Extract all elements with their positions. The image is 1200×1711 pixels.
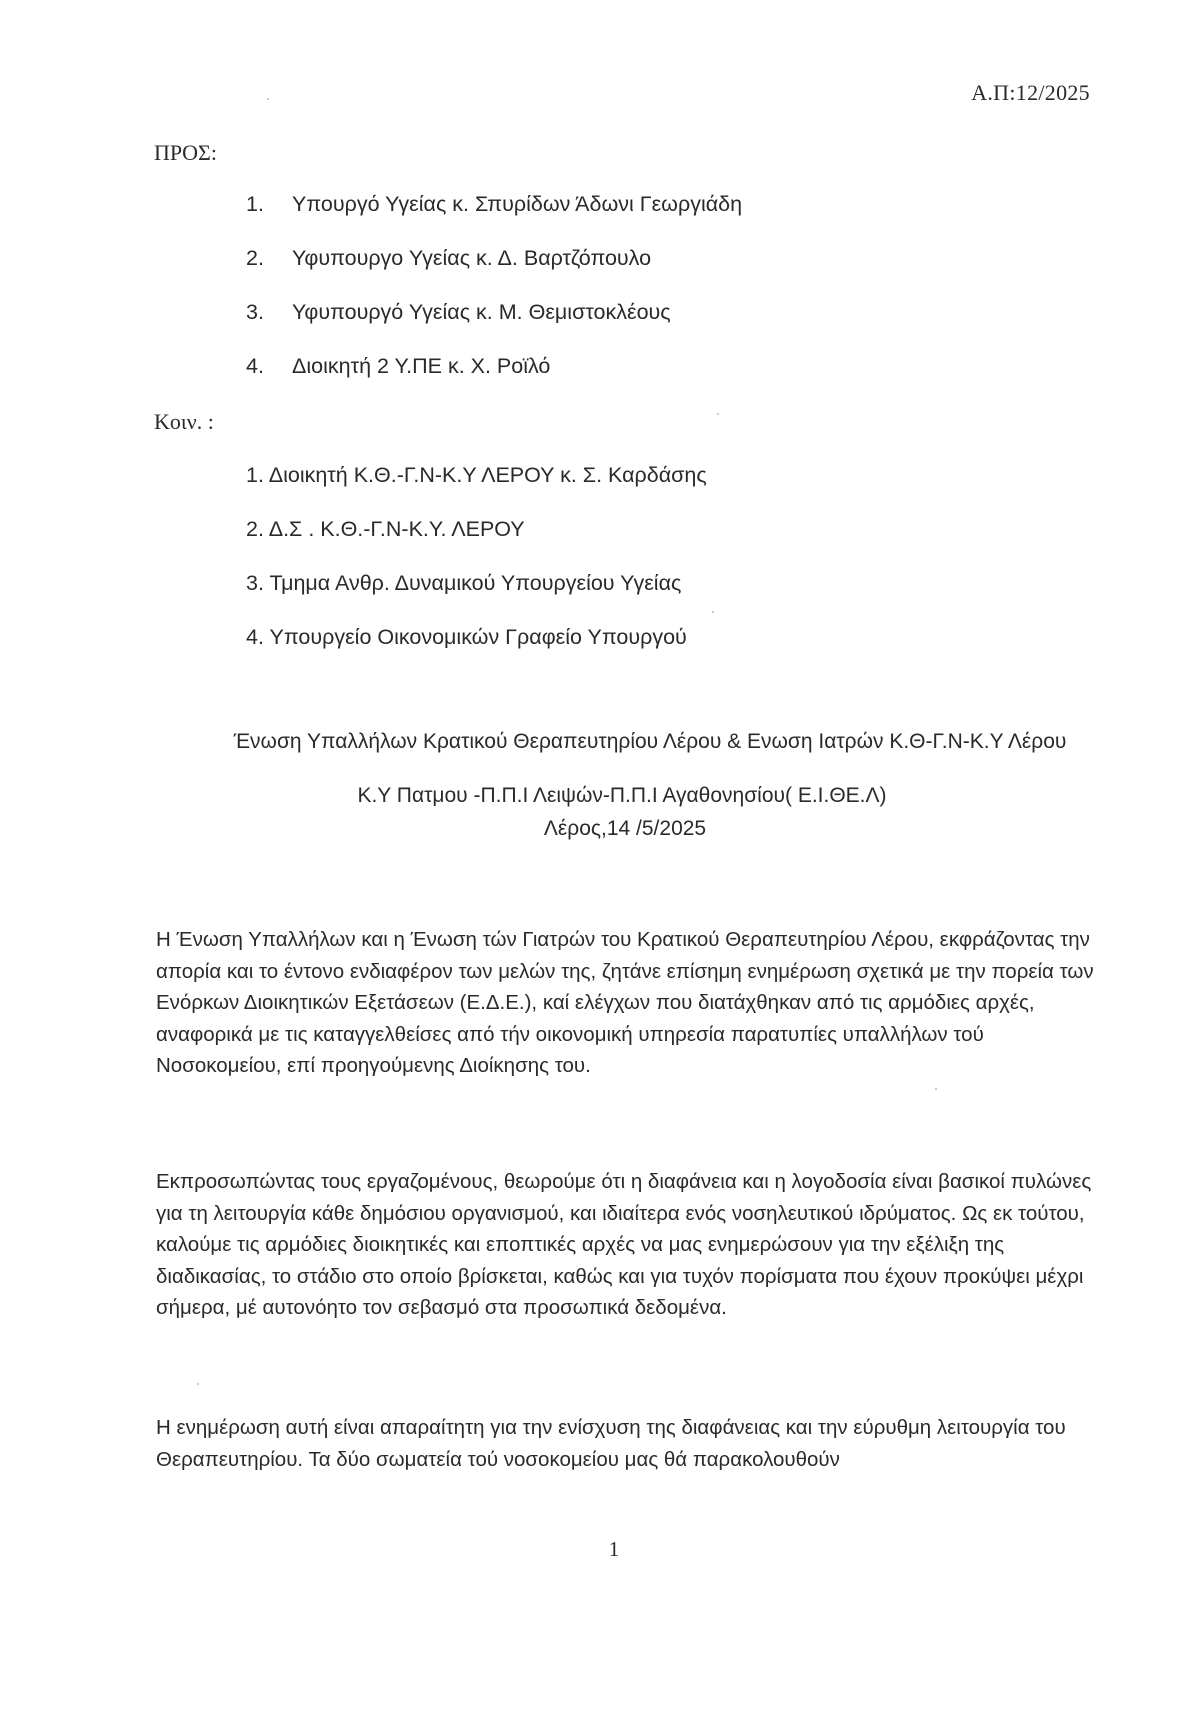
cc-item: 1. Διοικητή Κ.Θ.-Γ.Ν-Κ.Υ ΛΕΡΟΥ κ. Σ. Καρδάσης bbox=[246, 463, 707, 487]
recipient-name: Υπουργό Υγείας κ. Σπυρίδων Άδωνι Γεωργιάδη bbox=[292, 192, 743, 216]
body-paragraph: Εκπροσωπώντας τους εργαζομένους, θεωρούμε ότι η διαφάνεια και η λογοδοσία είναι βασικοί πυλώνες για τη λειτουργία κάθε δημόσιου οργανισμού, και ιδιαίτερα ενός νοσηλευτικού ιδρύματος. Ως εκ τούτου, καλούμε τις αρμόδιες διοικητικές και εποπτικές αρχές να μας ενημερώσουν για την εξέλιξη της διαδικασίας, το στάδιο στο οποίο βρίσκεται, καθώς και για τυχόν πορίσματα που έχουν προκύψει μέχρι σήμερα, μέ αυτονόητο τον σεβασμό στα προσωπικά δεδομένα. bbox=[156, 1170, 1092, 1319]
recipient-number: 4. bbox=[246, 354, 264, 378]
body-paragraph: Η Ένωση Υπαλλήλων και η Ένωση τών Γιατρών του Κρατικού Θεραπευτηρίου Λέρου, εκφράζοντας την απορία και το έντονο ενδιαφέρον των μελών της, ζητάνε επίσημη ενημέρωση σχετικά με την πορεία των Ενόρκων Διοικητικών Εξετάσεων (Ε.Δ.Ε.), καί ελέγχων που διατάχθηκαν από τις αρμόδιες αρχές, αναφορικά με τις καταγγελθείσες από τήν οικονομική υπηρεσία παρατυπίες υπαλλήλων τού Νοσοκομείου, επί προηγούμενης Διοίκησης του. bbox=[156, 928, 1094, 1077]
body-paragraph: Η ενημέρωση αυτή είναι απαραίτητη για την ενίσχυση της διαφάνειας και την εύρυθμη λειτουργία του Θεραπευτηρίου. Τα δύο σωματεία τού νοσοκομείου μας θά παρακολουθούν bbox=[156, 1416, 1066, 1471]
recipient-number: 3. bbox=[246, 300, 264, 324]
recipient-number: 1. bbox=[246, 192, 264, 216]
recipient-name: Διοικητή 2 Υ.ΠΕ κ. Χ. Ροϊλό bbox=[292, 354, 551, 378]
recipient-item bbox=[246, 354, 550, 379]
page-number: 1 bbox=[608, 1537, 620, 1561]
recipient-name: Υφυπουργό Υγείας κ. Μ. Θεμιστοκλέους bbox=[292, 300, 671, 324]
recipient-item bbox=[246, 192, 742, 217]
cc-item: 4. Υπουργείο Οικονομικών Γραφείο Υπουργού bbox=[246, 625, 687, 649]
cc-item: 3. Τμημα Ανθρ. Δυναμικού Υπουργείου Υγείας bbox=[246, 571, 682, 595]
heading-units: Κ.Υ Πατμου -Π.Π.Ι Λειψών-Π.Π.Ι Αγαθονησίου( Ε.Ι.ΘΕ.Λ) bbox=[357, 784, 887, 807]
cc-label: Κοιν. : bbox=[154, 409, 214, 434]
reference-number: Α.Π:12/2025 bbox=[971, 80, 1090, 105]
date-line: Λέρος,14 /5/2025 bbox=[543, 817, 707, 840]
scan-speck bbox=[935, 1088, 937, 1090]
scan-speck bbox=[267, 98, 269, 100]
scan-speck bbox=[712, 611, 714, 613]
heading-unions: Ένωση Υπαλλήλων Κρατικού Θεραπευτηρίου Λέρου & Ενωση Ιατρών Κ.Θ-Γ.Ν-Κ.Υ Λέρου bbox=[233, 730, 1067, 753]
recipient-number: 2. bbox=[246, 246, 264, 270]
scan-speck bbox=[197, 1383, 199, 1385]
scan-speck bbox=[717, 413, 719, 415]
to-label: ΠΡΟΣ: bbox=[154, 140, 217, 165]
recipient-name: Υφυπουργο Υγείας κ. Δ. Βαρτζόπουλο bbox=[292, 246, 652, 270]
recipient-item bbox=[246, 246, 651, 271]
cc-item: 2. Δ.Σ . Κ.Θ.-Γ.Ν-Κ.Υ. ΛΕΡΟΥ bbox=[246, 517, 525, 541]
recipient-item bbox=[246, 300, 671, 325]
